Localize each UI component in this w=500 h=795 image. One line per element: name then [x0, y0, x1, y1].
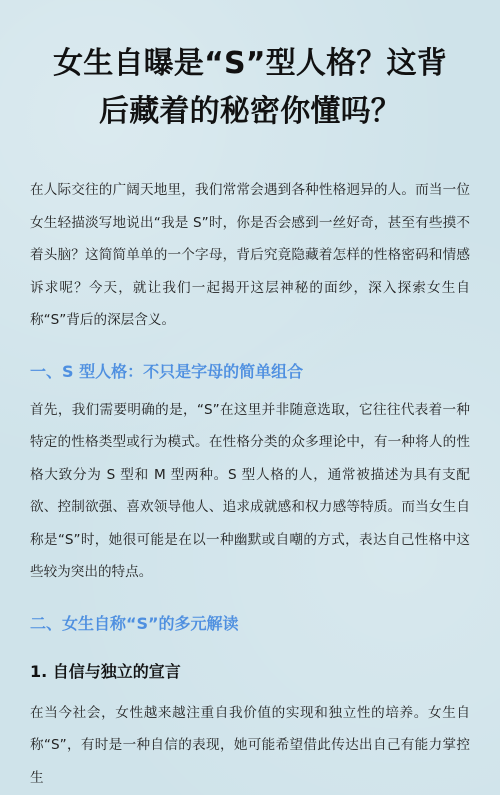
article-title-line-2: 后藏着的秘密你懂吗？ [99, 94, 401, 129]
article-title [30, 40, 470, 136]
article-title-line-1: 女生自曝是“S”型人格？这背 [53, 46, 447, 81]
intro-paragraph: 在人际交往的广阔天地里，我们常常会遇到各种性格迥异的人。而当一位女生轻描淡写地说出“我是 S”时，你是否会感到一丝好奇，甚至有些摸不着头脑？这简简单单的一个字母，背后究竟隐藏着怎样的性格密码和情感诉求呢？今天，就让我们一起揭开这层神秘的面纱，深入探索女生自称“S”背后的深层含义。 [30, 182, 470, 328]
section-heading-s-personality: 一、S 型人格：不只是字母的简单组合 [30, 361, 304, 381]
section-paragraph-s-personality: 首先，我们需要明确的是，“S”在这里并非随意选取，它往往代表着一种特定的性格类型或行为模式。在性格分类的众多理论中，有一种将人的性格大致分为 S 型和 M 型两种。S 型人格的人，通常被描述为具有支配欲、控制欲强、喜欢领导他人、追求成就感和权力感等特质。而当女生自称是“S”时，她很可能是在以一种幽默或自嘲的方式，表达自己性格中这些较为突出的特点。 [30, 401, 470, 580]
section-heading-interpretations: 二、女生自称“S”的多元解读 [30, 613, 239, 633]
subsection-heading-confidence: 1. 自信与独立的宣言 [30, 661, 181, 681]
article-content [30, 174, 470, 794]
subsection-paragraph-confidence: 在当今社会，女性越来越注重自我价值的实现和独立性的培养。女生自称“S”，有时是一种自信的表现，她可能希望借此传达出自己有能力掌控生 [30, 704, 470, 786]
